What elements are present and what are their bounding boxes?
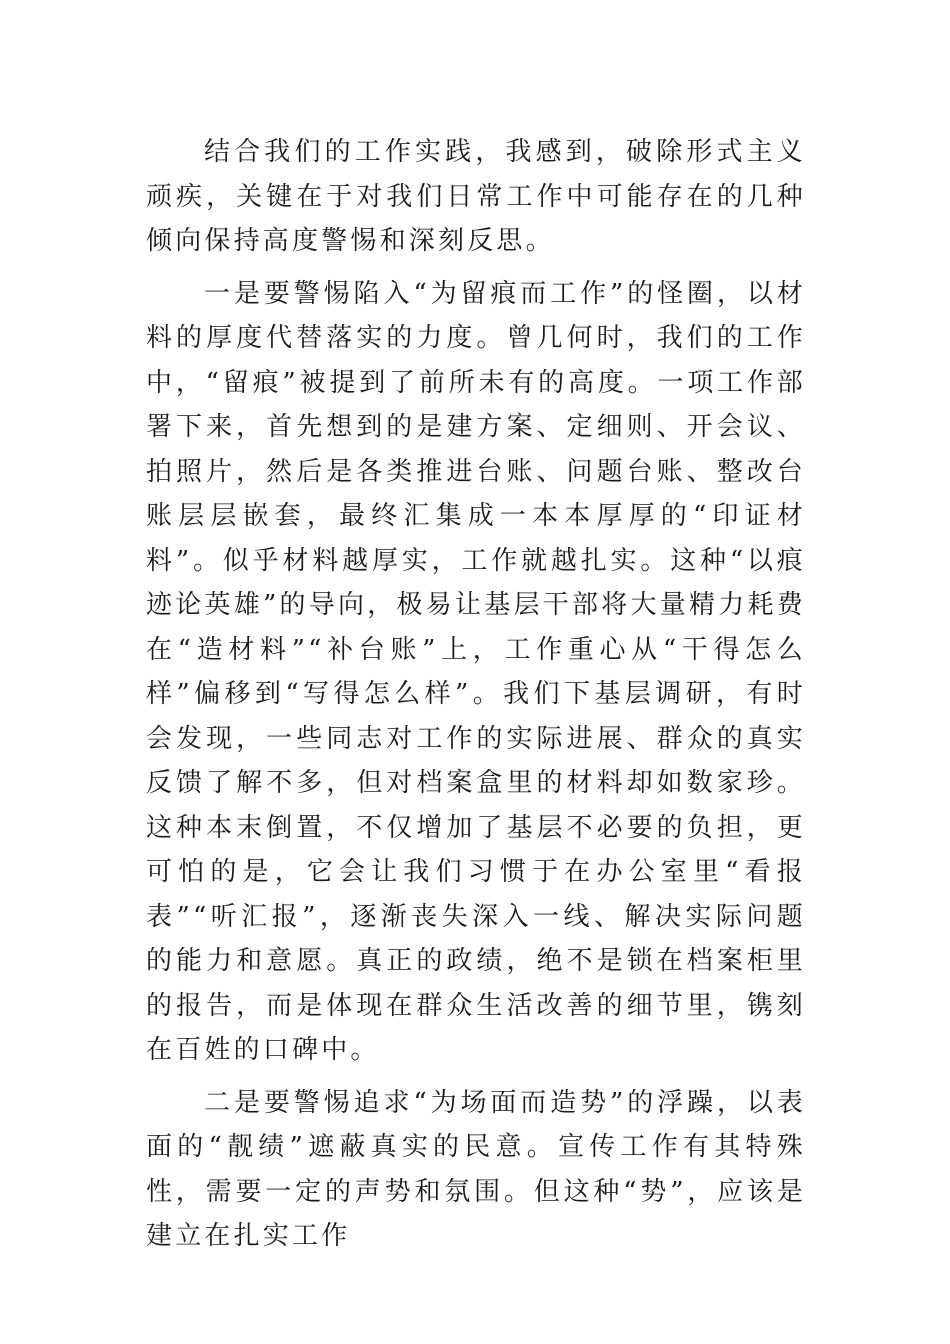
paragraph-point-two: 二是要警惕追求“为场面而造势”的浮躁，以表面的“靓绩”遮蔽真实的民意。宣传工作有其特殊性，需要一定的声势和氛围。但这种“势”，应该是建立在扎实工作 [146,1087,806,1251]
document-body [146,130,806,1267]
paragraph-intro: 结合我们的工作实践，我感到，破除形式主义顽疾，关键在于对我们日常工作中可能存在的几种倾向保持高度警惕和深刻反思。 [146,137,806,256]
paragraph-point-one: 一是要警惕陷入“为留痕而工作”的怪圈，以材料的厚度代替落实的力度。曾几何时，我们的工作中，“留痕”被提到了前所未有的高度。一项工作部署下来，首先想到的是建方案、定细则、开会议、拍照片，然后是各类推进台账、问题台账、整改台账层层嵌套，最终汇集成一本本厚厚的“印证材料”。似乎材料越厚实，工作就越扎实。这种“以痕迹论英雄”的导向，极易让基层干部将大量精力耗费在“造材料”“补台账”上，工作重心从“干得怎么样”偏移到“写得怎么样”。我们下基层调研，有时会发现，一些同志对工作的实际进展、群众的真实反馈了解不多，但对档案盒里的材料却如数家珍。这种本末倒置，不仅增加了基层不必要的负担，更可怕的是，它会让我们习惯于在办公室里“看报表”“听汇报”，逐渐丧失深入一线、解决实际问题的能力和意愿。真正的政绩，绝不是锁在档案柜里的报告，而是体现在群众生活改善的细节里，镌刻在百姓的口碑中。 [146,278,806,1065]
